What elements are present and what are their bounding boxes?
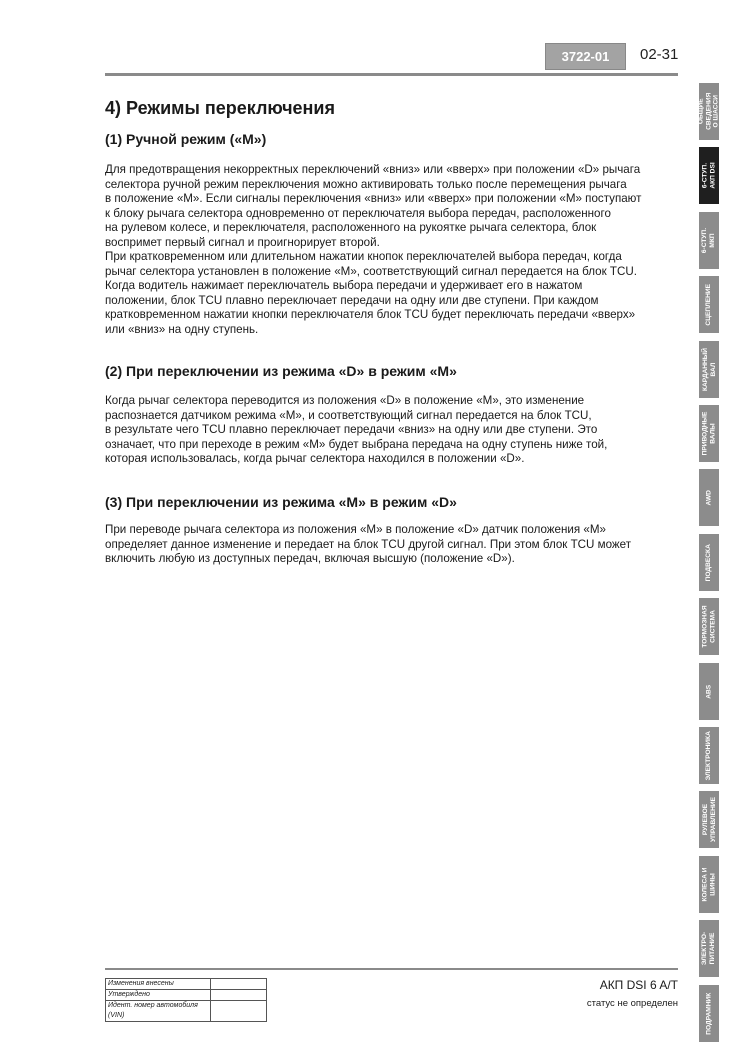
section-body-d-to-m — [105, 394, 680, 467]
side-tab-label-line: СЦЕПЛЕНИЕ — [705, 283, 713, 326]
side-tab-label — [702, 348, 717, 391]
text-line: на рулевом колесе, и переключателя, расположенного на рукоятке рычага селектора, блок — [105, 221, 597, 234]
side-tab[interactable] — [699, 598, 719, 655]
side-tab[interactable] — [699, 341, 719, 398]
header-divider — [105, 73, 678, 76]
side-tab-label — [705, 488, 713, 508]
side-tab-label — [705, 544, 713, 581]
approved-value — [211, 990, 267, 1001]
side-tab-label — [705, 992, 713, 1034]
section-heading-d-to-m: (2) При переключении из режима «D» в режим «M» — [105, 363, 457, 379]
vin-value — [211, 1001, 267, 1022]
side-tab[interactable] — [699, 83, 719, 140]
side-tab-label — [702, 868, 717, 902]
section-heading-manual-mode: (1) Ручной режим («M») — [105, 131, 267, 147]
side-tab-label — [702, 797, 717, 842]
side-tab-label-line: ОБЩИЕ — [697, 98, 705, 125]
side-tab-label-line: ВАЛ — [709, 362, 717, 377]
side-tab-label-line: 6-СТУП. — [701, 162, 709, 189]
side-tab-label — [702, 932, 717, 965]
text-line: кратковременном нажатии кнопки переключателя блок TCU будет переключать передачи «вверх» — [105, 308, 636, 321]
side-tab-label-line: ПОДВЕСКА — [705, 543, 713, 582]
side-tab-label-line: AWD — [705, 489, 713, 506]
text-line: включить любую из доступных передач, включая высшую (положение «D»). — [105, 552, 515, 565]
table-row — [106, 979, 267, 990]
text-line: Когда рычаг селектора переводится из положения «D» в положение «M», это изменение — [105, 394, 585, 407]
text-line: воспримет первый сигнал и проигнорирует второй. — [105, 235, 380, 249]
text-line: селектора ручной режим переключения можно активировать только после перемещения рычага — [105, 177, 627, 191]
text-line: которая использовалась, когда рычаг селектора находился в положении «D». — [105, 452, 525, 465]
text-line: При переводе рычага селектора из положения «M» в положение «D» датчик положения «M» — [105, 523, 606, 536]
text-line: означает, что при переходе в режим «M» будет выбрана передача на одну ступень ниже той, — [105, 437, 608, 451]
side-tab[interactable] — [699, 276, 719, 333]
page-number: 02-31 — [640, 46, 679, 63]
side-tab-label-line: ШИНЫ — [709, 873, 717, 896]
text-line: При кратковременном или длительном нажатии кнопок переключателей выбора передач, когда — [105, 250, 622, 263]
side-tab[interactable] — [699, 663, 719, 720]
side-tab[interactable] — [699, 856, 719, 913]
page-title: 4) Режимы переключения — [105, 98, 335, 118]
section-body-manual-mode — [105, 163, 680, 337]
side-tab-label — [705, 682, 713, 702]
side-tab-label — [702, 228, 717, 253]
section-heading-m-to-d: (3) При переключении из режима «M» в режим «D» — [105, 494, 457, 510]
footer-divider — [105, 968, 678, 970]
side-tab[interactable] — [699, 727, 719, 784]
table-row — [106, 990, 267, 1001]
text-line: в результате чего TCU плавно переключает передачи «вниз» на одну или две ступени. Это — [105, 423, 598, 436]
side-tab[interactable] — [699, 534, 719, 591]
side-tab-label-line: 6-СТУП. — [701, 227, 709, 254]
side-tab[interactable] — [699, 920, 719, 977]
doc-code-badge: 3722-01 — [545, 43, 626, 70]
vin-label: Идент. номер автомобиля (VIN) — [106, 1001, 211, 1022]
side-tab-label-line: СИСТЕМА — [709, 610, 717, 643]
side-tab-label-line: ЭЛЕКТРОНИКА — [705, 730, 713, 781]
side-tab-label-line: СВЕДЕНИЯ — [705, 92, 713, 131]
text-line: Для предотвращения некорректных переключений «вниз» или «вверх» при положении «D» рычага — [105, 163, 641, 176]
side-tab-label — [698, 93, 721, 130]
text-line: Когда водитель нажимает переключатель выбора передачи и удерживает его в нажатом — [105, 279, 583, 292]
side-tab-label-line: ABS — [705, 684, 713, 699]
footer-model: АКП DSI 6 A/T — [599, 978, 678, 992]
side-tab[interactable] — [699, 405, 719, 462]
side-tab[interactable] — [699, 985, 719, 1042]
side-tab-label-line: ПРИВОДНЫЕ — [701, 411, 709, 456]
side-tab[interactable] — [699, 212, 719, 269]
section-body-m-to-d — [105, 523, 680, 567]
side-tab-label-line: ТОРМОЗНАЯ — [701, 605, 709, 648]
side-tab-label-line: КОЛЕСА И — [701, 867, 709, 902]
footer-status: статус не определен — [586, 998, 678, 1009]
approved-label: Утверждено — [106, 990, 211, 1001]
side-tab-label-line: РУЛЕВОЕ — [701, 803, 709, 836]
text-line: распознается датчиком режима «M», и соответствующий сигнал передается на блок TCU, — [105, 408, 592, 422]
text-line: в положение «M». Если сигналы переключения «вниз» или «вверх» при положении «M» поступают — [105, 192, 642, 205]
side-tab-label-line: О ШАССИ — [712, 95, 720, 128]
text-line: рычаг селектора установлен в положение «M», соответствующий сигнал передается на блок TCU. — [105, 264, 637, 278]
side-tab-label — [702, 412, 717, 456]
text-line: положении, блок TCU плавно переключает передачи на одну или две ступени. При каждом — [105, 293, 599, 307]
side-tab-label-line: ВАЛЫ — [709, 423, 716, 444]
revision-table — [105, 978, 267, 1022]
side-tab-label-line: АКП DSI — [709, 162, 717, 189]
side-tab-label — [705, 284, 713, 326]
side-tab-label-line: ЭЛЕКТРО- — [701, 931, 709, 966]
text-line: к блоку рычага селектора одновременно от переключателя выбора передач, расположенного — [105, 206, 611, 220]
side-tab[interactable] — [699, 791, 719, 848]
side-tab-label-line: ПИТАНИЕ — [709, 932, 717, 965]
side-tab-label-line: УПРАВЛЕНИЕ — [709, 797, 717, 842]
side-tab-label — [705, 731, 713, 780]
side-tab-label-line: ПОДРАМНИК — [705, 992, 713, 1035]
text-line: определяет данное изменение и передает на блок TCU другой сигнал. При этом блок TCU может — [105, 537, 632, 551]
side-tab-label-line: МКП — [709, 233, 717, 248]
revision-value — [211, 979, 267, 990]
revision-label: Изменения внесены — [106, 979, 211, 990]
side-tab-label — [702, 605, 717, 647]
side-tab[interactable] — [699, 469, 719, 526]
side-tab-label — [702, 162, 717, 188]
table-row — [106, 1001, 267, 1022]
side-tab[interactable] — [699, 147, 719, 204]
side-tab-label-line: КАРДАННЫЙ — [701, 348, 709, 391]
text-line: или «вниз» на одну ступень. — [105, 322, 259, 336]
